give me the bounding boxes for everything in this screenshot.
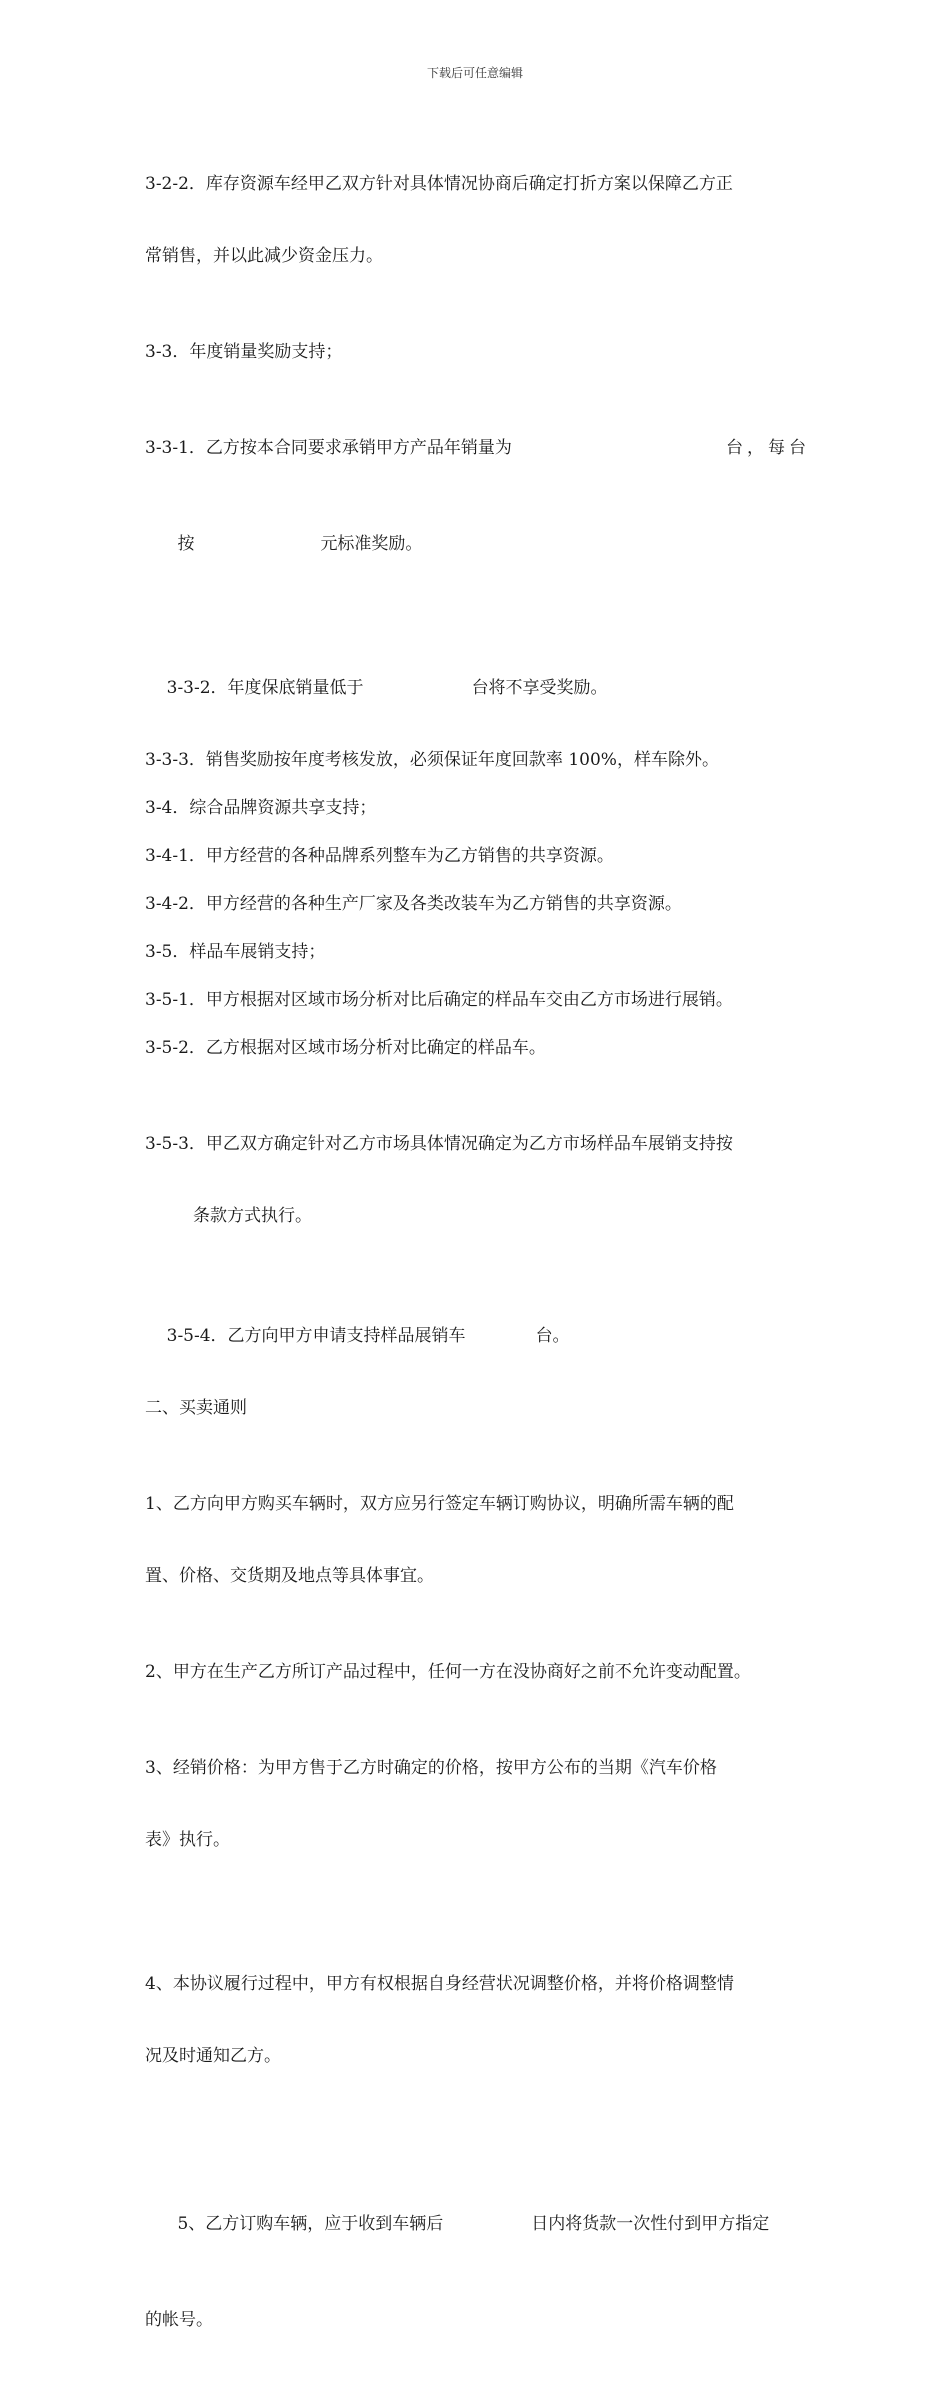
paragraph-3-3: 3-3．年度销量奖励支持； — [145, 342, 343, 362]
text-line: 况及时通知乙方。 — [145, 2046, 281, 2066]
paragraph-3-3-1 — [145, 388, 810, 628]
text-segment: 3-3-2．年度保底销量低于 — [166, 678, 364, 698]
section-heading-general-terms: 二、买卖通则 — [145, 1398, 247, 1418]
document-body — [145, 124, 810, 2404]
text-segment: 台，每台 — [726, 438, 810, 458]
paragraph-3-3-3: 3-3-3．销售奖励按年度考核发放，必须保证年度回款率 100%，样车除外。 — [145, 750, 719, 770]
text-line: 常销售，并以此减少资金压力。 — [145, 246, 383, 266]
text-segment: 3-3-1．乙方按本合同要求承销甲方产品年销量为 — [145, 438, 512, 458]
paragraph-3-4-2: 3-4-2．甲方经营的各种生产厂家及各类改装车为乙方销售的共享资源。 — [145, 894, 682, 914]
text-segment: 台。 — [535, 1326, 570, 1346]
paragraph-3-5-3 — [145, 1084, 810, 1276]
paragraph-3-4: 3-4．综合品牌资源共享支持； — [145, 798, 377, 818]
text-line: 3-2-2．库存资源车经甲乙双方针对具体情况协商后确定打折方案以保障乙方正 — [145, 174, 733, 194]
text-segment: 元标准奖励。 — [320, 534, 423, 554]
text-line — [145, 436, 810, 460]
text-line — [145, 508, 810, 580]
text-line: 表》执行。 — [145, 1830, 230, 1850]
text-line: 条款方式执行。 — [193, 1206, 312, 1226]
paragraph-term-1 — [145, 1444, 810, 1636]
page-header: 下载后可任意编辑 — [426, 66, 523, 80]
paragraph-term-2: 2、甲方在生产乙方所订产品过程中，任何一方在没协商好之前不允许变动配置。 — [145, 1662, 751, 1682]
text-line: 4、本协议履行过程中，甲方有权根据自身经营状况调整价格，并将价格调整情 — [145, 1974, 734, 1994]
text-segment: 台将不享受奖励。 — [471, 678, 608, 698]
paragraph-term-5 — [145, 2140, 810, 2380]
text-line: 1、乙方向甲方购买车辆时，双方应另行签定车辆订购协议，明确所需车辆的配 — [145, 1494, 734, 1514]
paragraph-term-3 — [145, 1708, 810, 1900]
paragraph-3-5: 3-5．样品车展销支持； — [145, 942, 326, 962]
text-line: 3-5-3．甲乙双方确定针对乙方市场具体情况确定为乙方市场样品车展销支持按 — [145, 1134, 733, 1154]
paragraph-3-3-2 — [145, 652, 810, 724]
paragraph-3-2-2 — [145, 124, 810, 316]
text-line: 置、价格、交货期及地点等具体事宜。 — [145, 1566, 434, 1586]
text-segment: 日内将货款一次性付到甲方指定 — [531, 2214, 770, 2234]
paragraph-3-5-2: 3-5-2．乙方根据对区域市场分析对比确定的样品车。 — [145, 1038, 546, 1058]
text-segment: 3-5-4．乙方向甲方申请支持样品展销车 — [166, 1326, 466, 1346]
text-line: 3、经销价格：为甲方售于乙方时确定的价格，按甲方公布的当期《汽车价格 — [145, 1758, 717, 1778]
text-line — [145, 2188, 810, 2260]
paragraph-term-4 — [145, 1924, 810, 2116]
text-segment: 按 — [177, 534, 195, 554]
text-line: 的帐号。 — [145, 2310, 213, 2330]
paragraph-3-4-1: 3-4-1．甲方经营的各种品牌系列整车为乙方销售的共享资源。 — [145, 846, 614, 866]
paragraph-3-5-4 — [145, 1300, 810, 1372]
paragraph-3-5-1: 3-5-1．甲方根据对区域市场分析对比后确定的样品车交由乙方市场进行展销。 — [145, 990, 733, 1010]
text-segment: 5、乙方订购车辆，应于收到车辆后 — [177, 2214, 444, 2234]
